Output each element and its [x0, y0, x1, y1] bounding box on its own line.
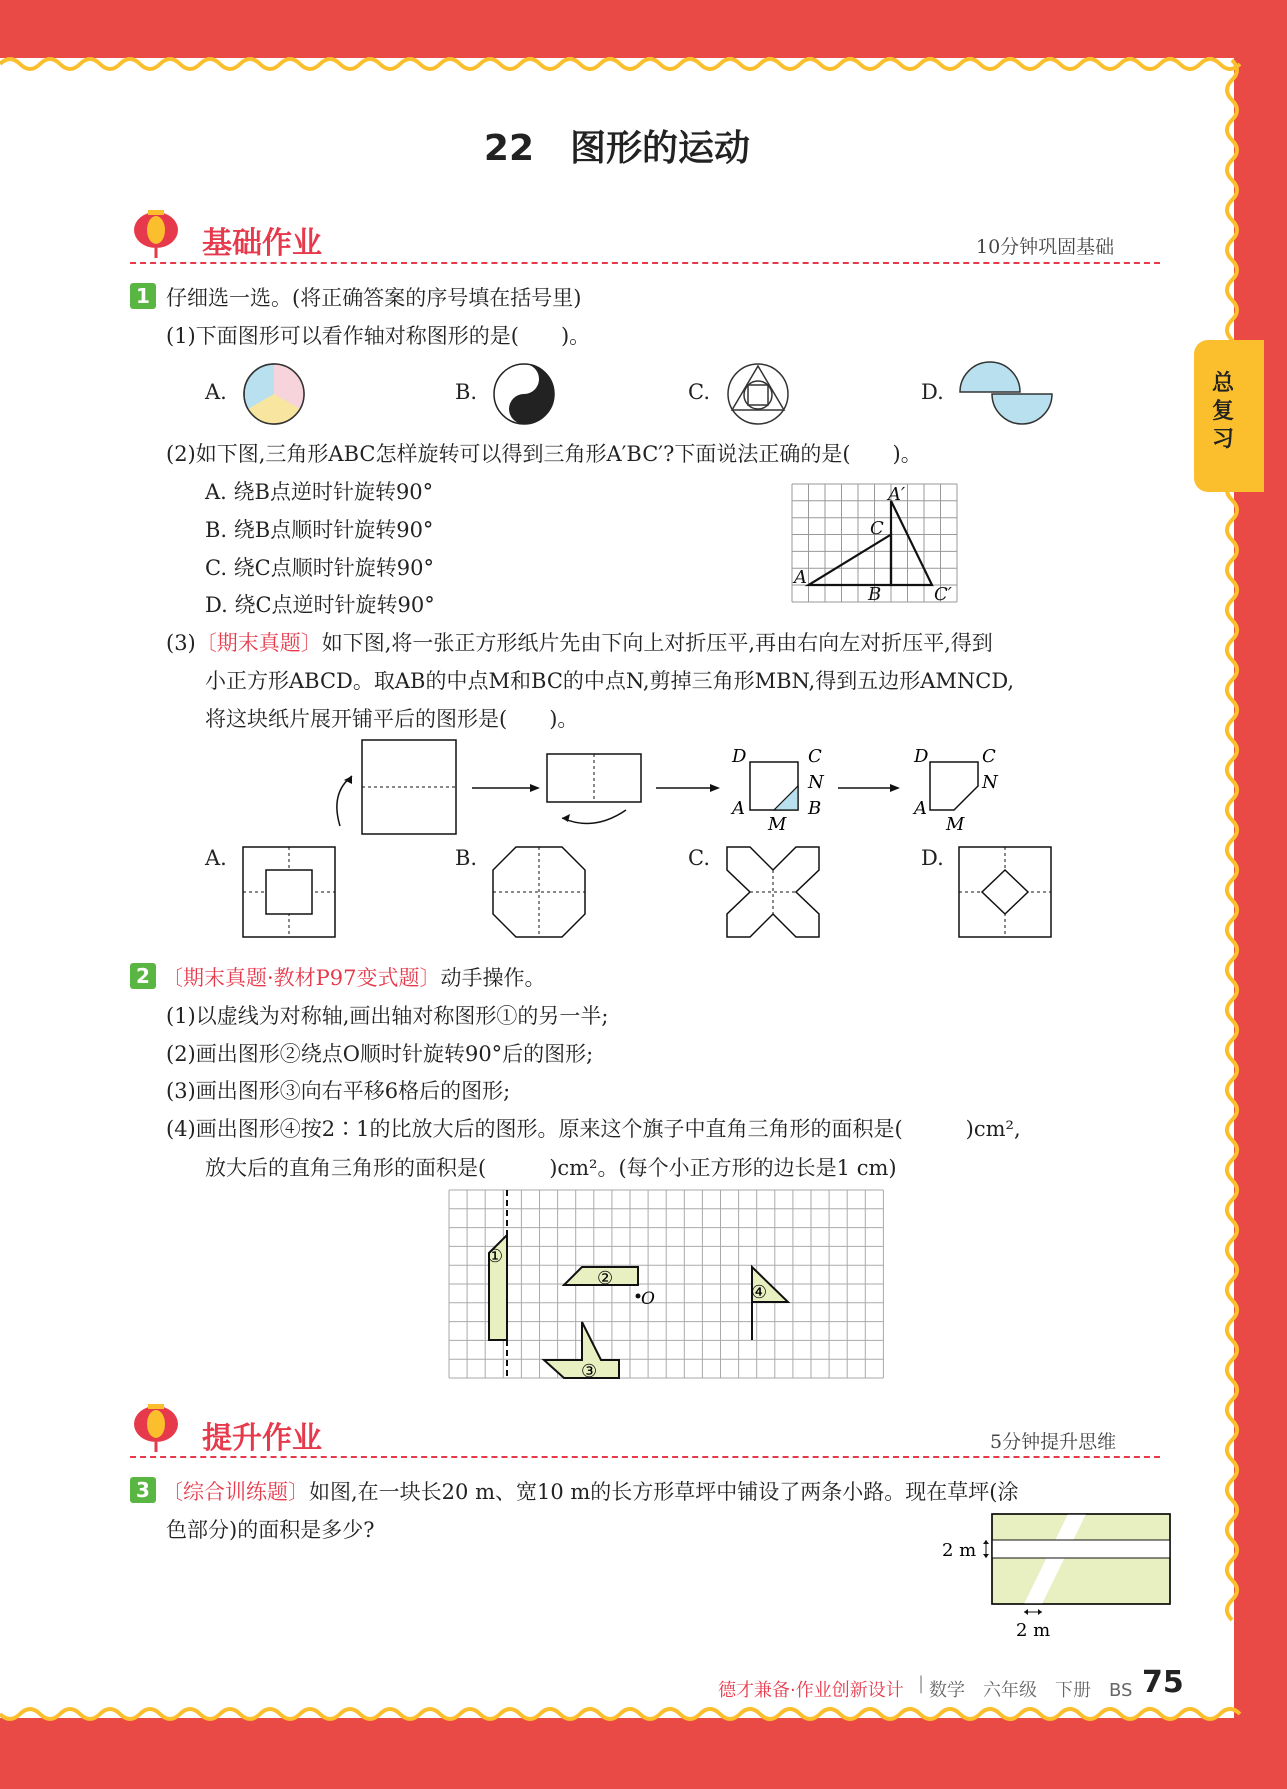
- label-c-prime: C′: [934, 584, 952, 605]
- fold-label-m: M: [768, 814, 787, 835]
- lantern-icon: [130, 208, 182, 258]
- option-d-half-circles-figure: [958, 362, 1054, 424]
- footer-info: 数学 六年级 下册 BS: [929, 1680, 1133, 1701]
- wavy-border-bottom: [0, 1700, 1234, 1730]
- section-advanced-title: 提升作业: [202, 1421, 322, 1456]
- option-c-unfolded-figure: [726, 846, 820, 938]
- footer-separator: |: [918, 1673, 925, 1694]
- shape-3-label: ③: [581, 1361, 598, 1382]
- cut-label-m: M: [946, 814, 965, 835]
- q1-stem: 仔细选一选。(将正确答案的序号填在括号里): [166, 286, 582, 310]
- q2-line2: (2)画出图形②绕点O顺时针旋转90°后的图形;: [166, 1042, 594, 1066]
- q1-part3-line3: 将这块纸片展开铺平后的图形是( )。: [205, 707, 579, 731]
- q1-part1-text: (1)下面图形可以看作轴对称图形的是( )。: [166, 324, 591, 348]
- page-number: 75: [1142, 1665, 1184, 1700]
- lantern-icon: [130, 1402, 182, 1452]
- shape-4-label: ④: [751, 1282, 768, 1303]
- lesson-title: 22 图形的运动: [483, 128, 751, 169]
- q2-line5: 放大后的直角三角形的面积是( )cm²。(每个小正方形的边长是1 cm): [205, 1156, 897, 1180]
- wavy-border-top: [0, 50, 1234, 80]
- wavy-border-right: [1222, 60, 1242, 1710]
- section-basic-subtitle: 10分钟巩固基础: [976, 236, 1115, 258]
- q1-part3-line2: 小正方形ABCD。取AB的中点M和BC的中点N,剪掉三角形MBN,得到五边形AMNCD,: [205, 669, 1015, 693]
- label-b: B: [868, 584, 882, 605]
- option-d-unfolded-figure: [958, 846, 1052, 938]
- shape-1-label: ①: [487, 1246, 504, 1267]
- fold-label-b: B: [808, 798, 822, 819]
- fold-label-d: D: [732, 746, 747, 767]
- q1p2-option-c: C. 绕C点顺时针旋转90°: [205, 556, 434, 580]
- cut-label-n: N: [982, 772, 998, 793]
- rotation-grid-figure: [792, 484, 958, 604]
- q1p3-option-d: D.: [921, 846, 944, 870]
- q1p3-option-b: B.: [455, 846, 478, 870]
- cut-label-c: C: [982, 746, 996, 767]
- q1p1-option-d: D.: [921, 380, 944, 404]
- shape-2-label: ②: [597, 1268, 614, 1289]
- cut-label-d: D: [914, 746, 929, 767]
- q1-part2-text: (2)如下图,三角形ABC怎样旋转可以得到三角形A′BC′?下面说法正确的是( )。: [166, 442, 922, 466]
- cut-label-a: A: [914, 798, 927, 819]
- q2-line4: (4)画出图形④按2∶1的比放大后的图形。原来这个旗子中直角三角形的面积是( )cm²,: [166, 1117, 1021, 1141]
- q1p2-option-d: D. 绕C点逆时针旋转90°: [205, 593, 435, 617]
- point-o-label: O: [641, 1289, 655, 1309]
- folding-process-figure: [330, 738, 1030, 840]
- section-advanced-subtitle: 5分钟提升思维: [990, 1431, 1117, 1453]
- option-a-unfolded-figure: [242, 846, 336, 938]
- option-c-circle-triangle-figure: [726, 362, 790, 426]
- label-a-prime: A′: [888, 484, 906, 505]
- q1p3-option-c: C.: [688, 846, 710, 870]
- q1p1-option-b: B.: [455, 380, 478, 404]
- fold-label-c: C: [808, 746, 822, 767]
- section-divider: [130, 1456, 1160, 1458]
- q2-line1: (1)以虚线为对称轴,画出轴对称图形①的另一半;: [166, 1004, 609, 1028]
- section-divider: [130, 262, 1160, 264]
- dim-label-vertical: 2 m: [942, 1540, 977, 1561]
- question-number-3: 3: [130, 1477, 156, 1503]
- q1p1-option-a: A.: [205, 380, 227, 404]
- footer-brand: 德才兼备·作业创新设计: [718, 1680, 904, 1701]
- q2-line3: (3)画出图形③向右平移6格后的图形;: [166, 1079, 511, 1103]
- q3-line1: 〔综合训练题〕如图,在一块长20 m、宽10 m的长方形草坪中铺设了两条小路。现在草坪(涂: [162, 1480, 1019, 1504]
- operation-grid-figure: [449, 1190, 885, 1380]
- fold-label-n: N: [808, 772, 824, 793]
- label-a: A: [794, 567, 807, 588]
- option-b-unfolded-figure: [492, 846, 586, 938]
- option-b-yinyang-figure: [492, 362, 556, 426]
- fold-label-a: A: [732, 798, 745, 819]
- q1-part3-line1: (3)〔期末真题〕如下图,将一张正方形纸片先由下向上对折压平,再由右向左对折压平,得到: [166, 631, 993, 655]
- side-tab-review: 总复习: [1194, 340, 1264, 492]
- q1p2-option-b: B. 绕B点顺时针旋转90°: [205, 518, 434, 542]
- dim-label-horizontal: 2 m: [1016, 1620, 1051, 1641]
- question-number-2: 2: [130, 963, 156, 989]
- section-basic-title: 基础作业: [202, 226, 322, 261]
- option-a-circle-figure: [242, 362, 306, 426]
- q2-stem: 〔期末真题·教材P97变式题〕动手操作。: [162, 966, 546, 990]
- question-number-1: 1: [130, 283, 156, 309]
- q1p1-option-c: C.: [688, 380, 710, 404]
- lawn-path-figure: [938, 1512, 1178, 1644]
- q3-line2: 色部分)的面积是多少?: [166, 1518, 375, 1542]
- q1p2-option-a: A. 绕B点逆时针旋转90°: [205, 480, 434, 504]
- q1p3-option-a: A.: [205, 846, 227, 870]
- label-c: C: [870, 518, 884, 539]
